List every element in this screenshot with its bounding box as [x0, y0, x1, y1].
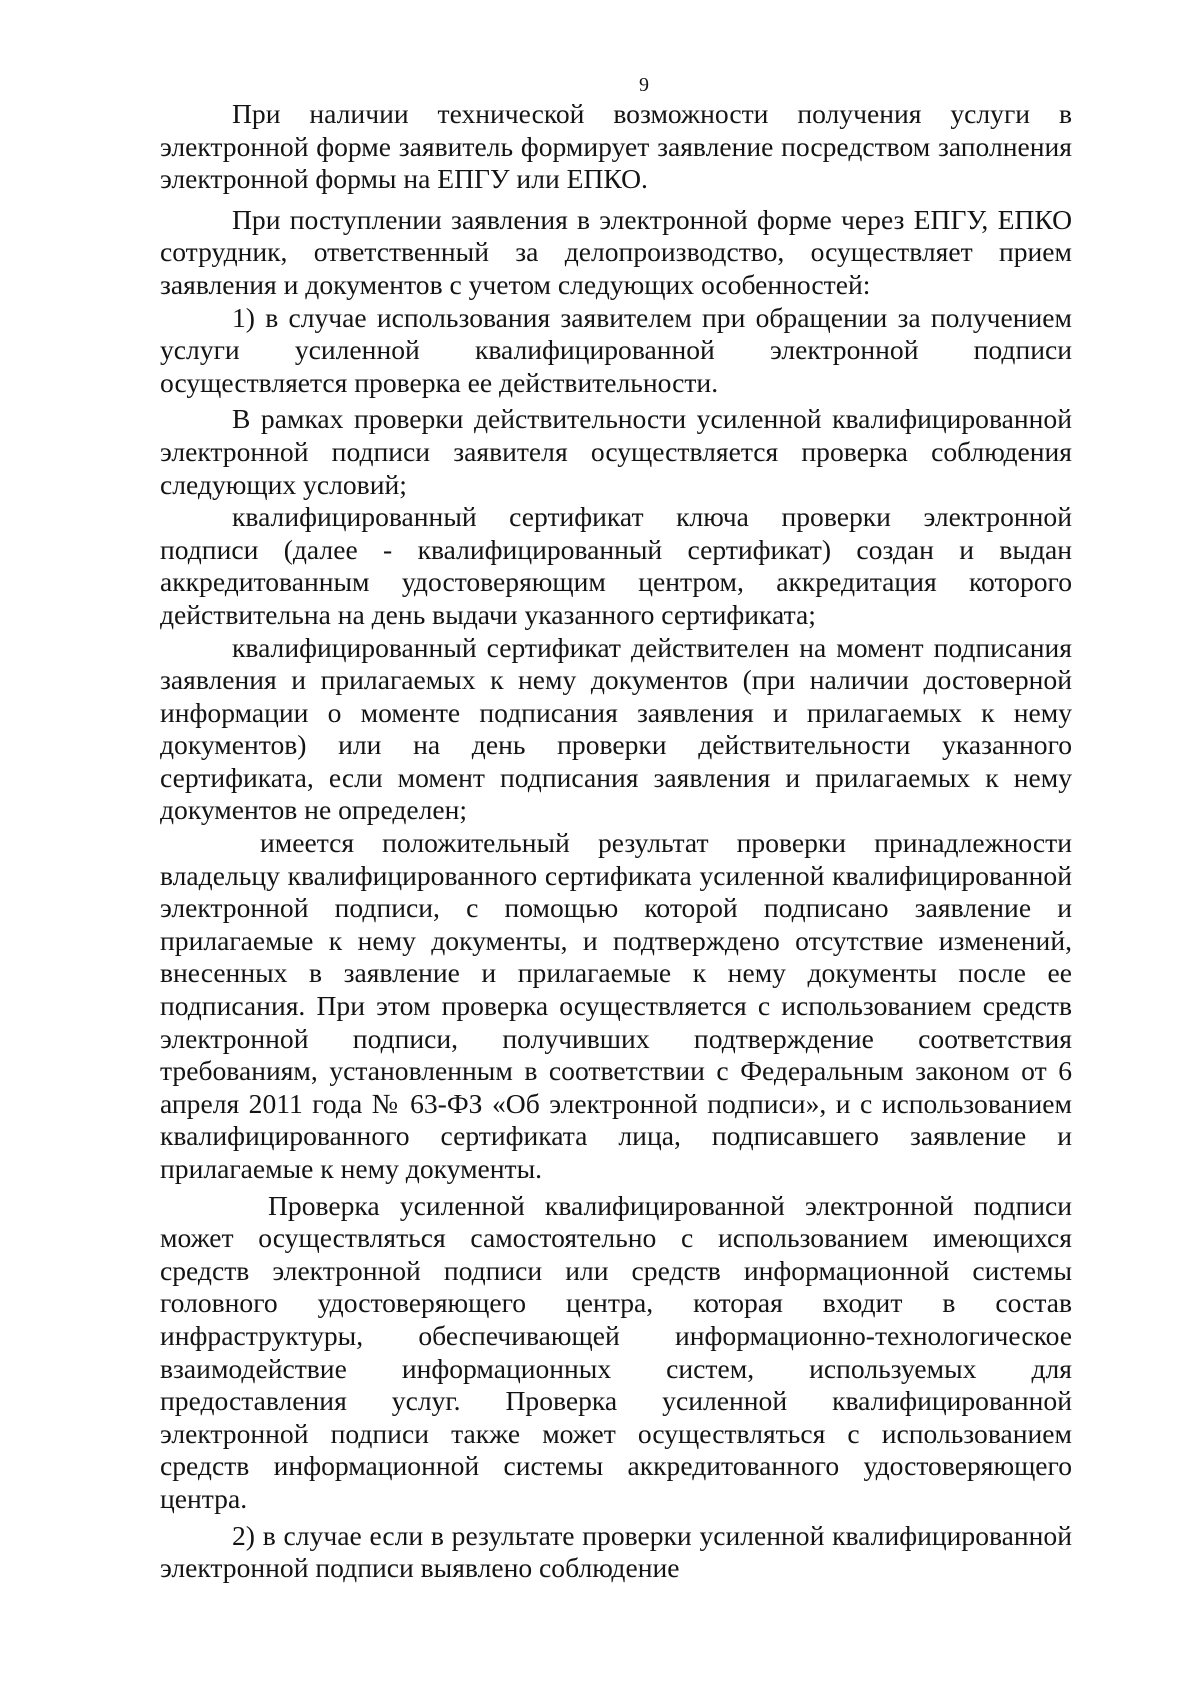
paragraph-condition-valid: квалифицированный сертификат действителен на момент подписания заявления и прилагаемых к нему документов (при наличии достоверной информации о моменте подписания заявления и прилагаемых к нему документов) или на день проверки действительности указанного сертификата, если момент подписания заявления и прилагаемых к нему документов не определен;	[160, 631, 1072, 826]
paragraph-verification-means: Проверка усиленной квалифицированной электронной подписи может осуществляться самостоятельно с использованием имеющихся средств электронной подписи или средств информационной системы головного удостоверяющего центра, которая входит в состав инфраструктуры, обеспечивающей информационно-технологическое взаимодействие информационных систем, используемых для предоставления услуг. Проверка усиленной квалифицированной электронной подписи также может осуществляться с использованием средств информационной системы аккредитованного удостоверяющего центра.	[160, 1189, 1072, 1514]
paragraph-electronic-form: При наличии технической возможности получения услуги в электронной форме заявитель формирует заявление посредством заполнения электронной формы на ЕПГУ или ЕПКО.	[160, 98, 1072, 195]
document-page	[160, 72, 1072, 1585]
paragraph-condition-issued: квалифицированный сертификат ключа проверки электронной подписи (далее - квалифицированный сертификат) создан и выдан аккредитованным удостоверяющим центром, аккредитация которого действительна на день выдачи указанного сертификата;	[160, 501, 1072, 630]
paragraph-item-1: 1) в случае использования заявителем при обращении за получением услуги усиленной квалифицированной электронной подписи осуществляется проверка ее действительности.	[160, 301, 1072, 398]
paragraph-item-2: 2) в случае если в результате проверки усиленной квалифицированной электронной подписи выявлено соблюдение	[160, 1519, 1072, 1584]
paragraph-check-conditions: В рамках проверки действительности усиленной квалифицированной электронной подписи заявителя осуществляется проверка соблюдения следующих условий;	[160, 403, 1072, 500]
paragraph-receipt-procedure: При поступлении заявления в электронной форме через ЕПГУ, ЕПКО сотрудник, ответственный за делопроизводство, осуществляет прием заявления и документов с учетом следующих особенностей:	[160, 203, 1072, 300]
paragraph-condition-ownership: имеется положительный результат проверки принадлежности владельцу квалифицированного сертификата усиленной квалифицированной электронной подписи, с помощью которой подписано заявление и прилагаемые к нему документы, и подтверждено отсутствие изменений, внесенных в заявление и прилагаемые к нему документы после ее подписания. При этом проверка осуществляется с использованием средств электронной подписи, получивших подтверждение соответствия требованиям, установленным в соответствии с Федеральным законом от 6 апреля 2011 года № 63-ФЗ «Об электронной подписи», и с использованием квалифицированного сертификата лица, подписавшего заявление и прилагаемые к нему документы.	[160, 827, 1072, 1184]
page-number: 9	[639, 74, 649, 96]
